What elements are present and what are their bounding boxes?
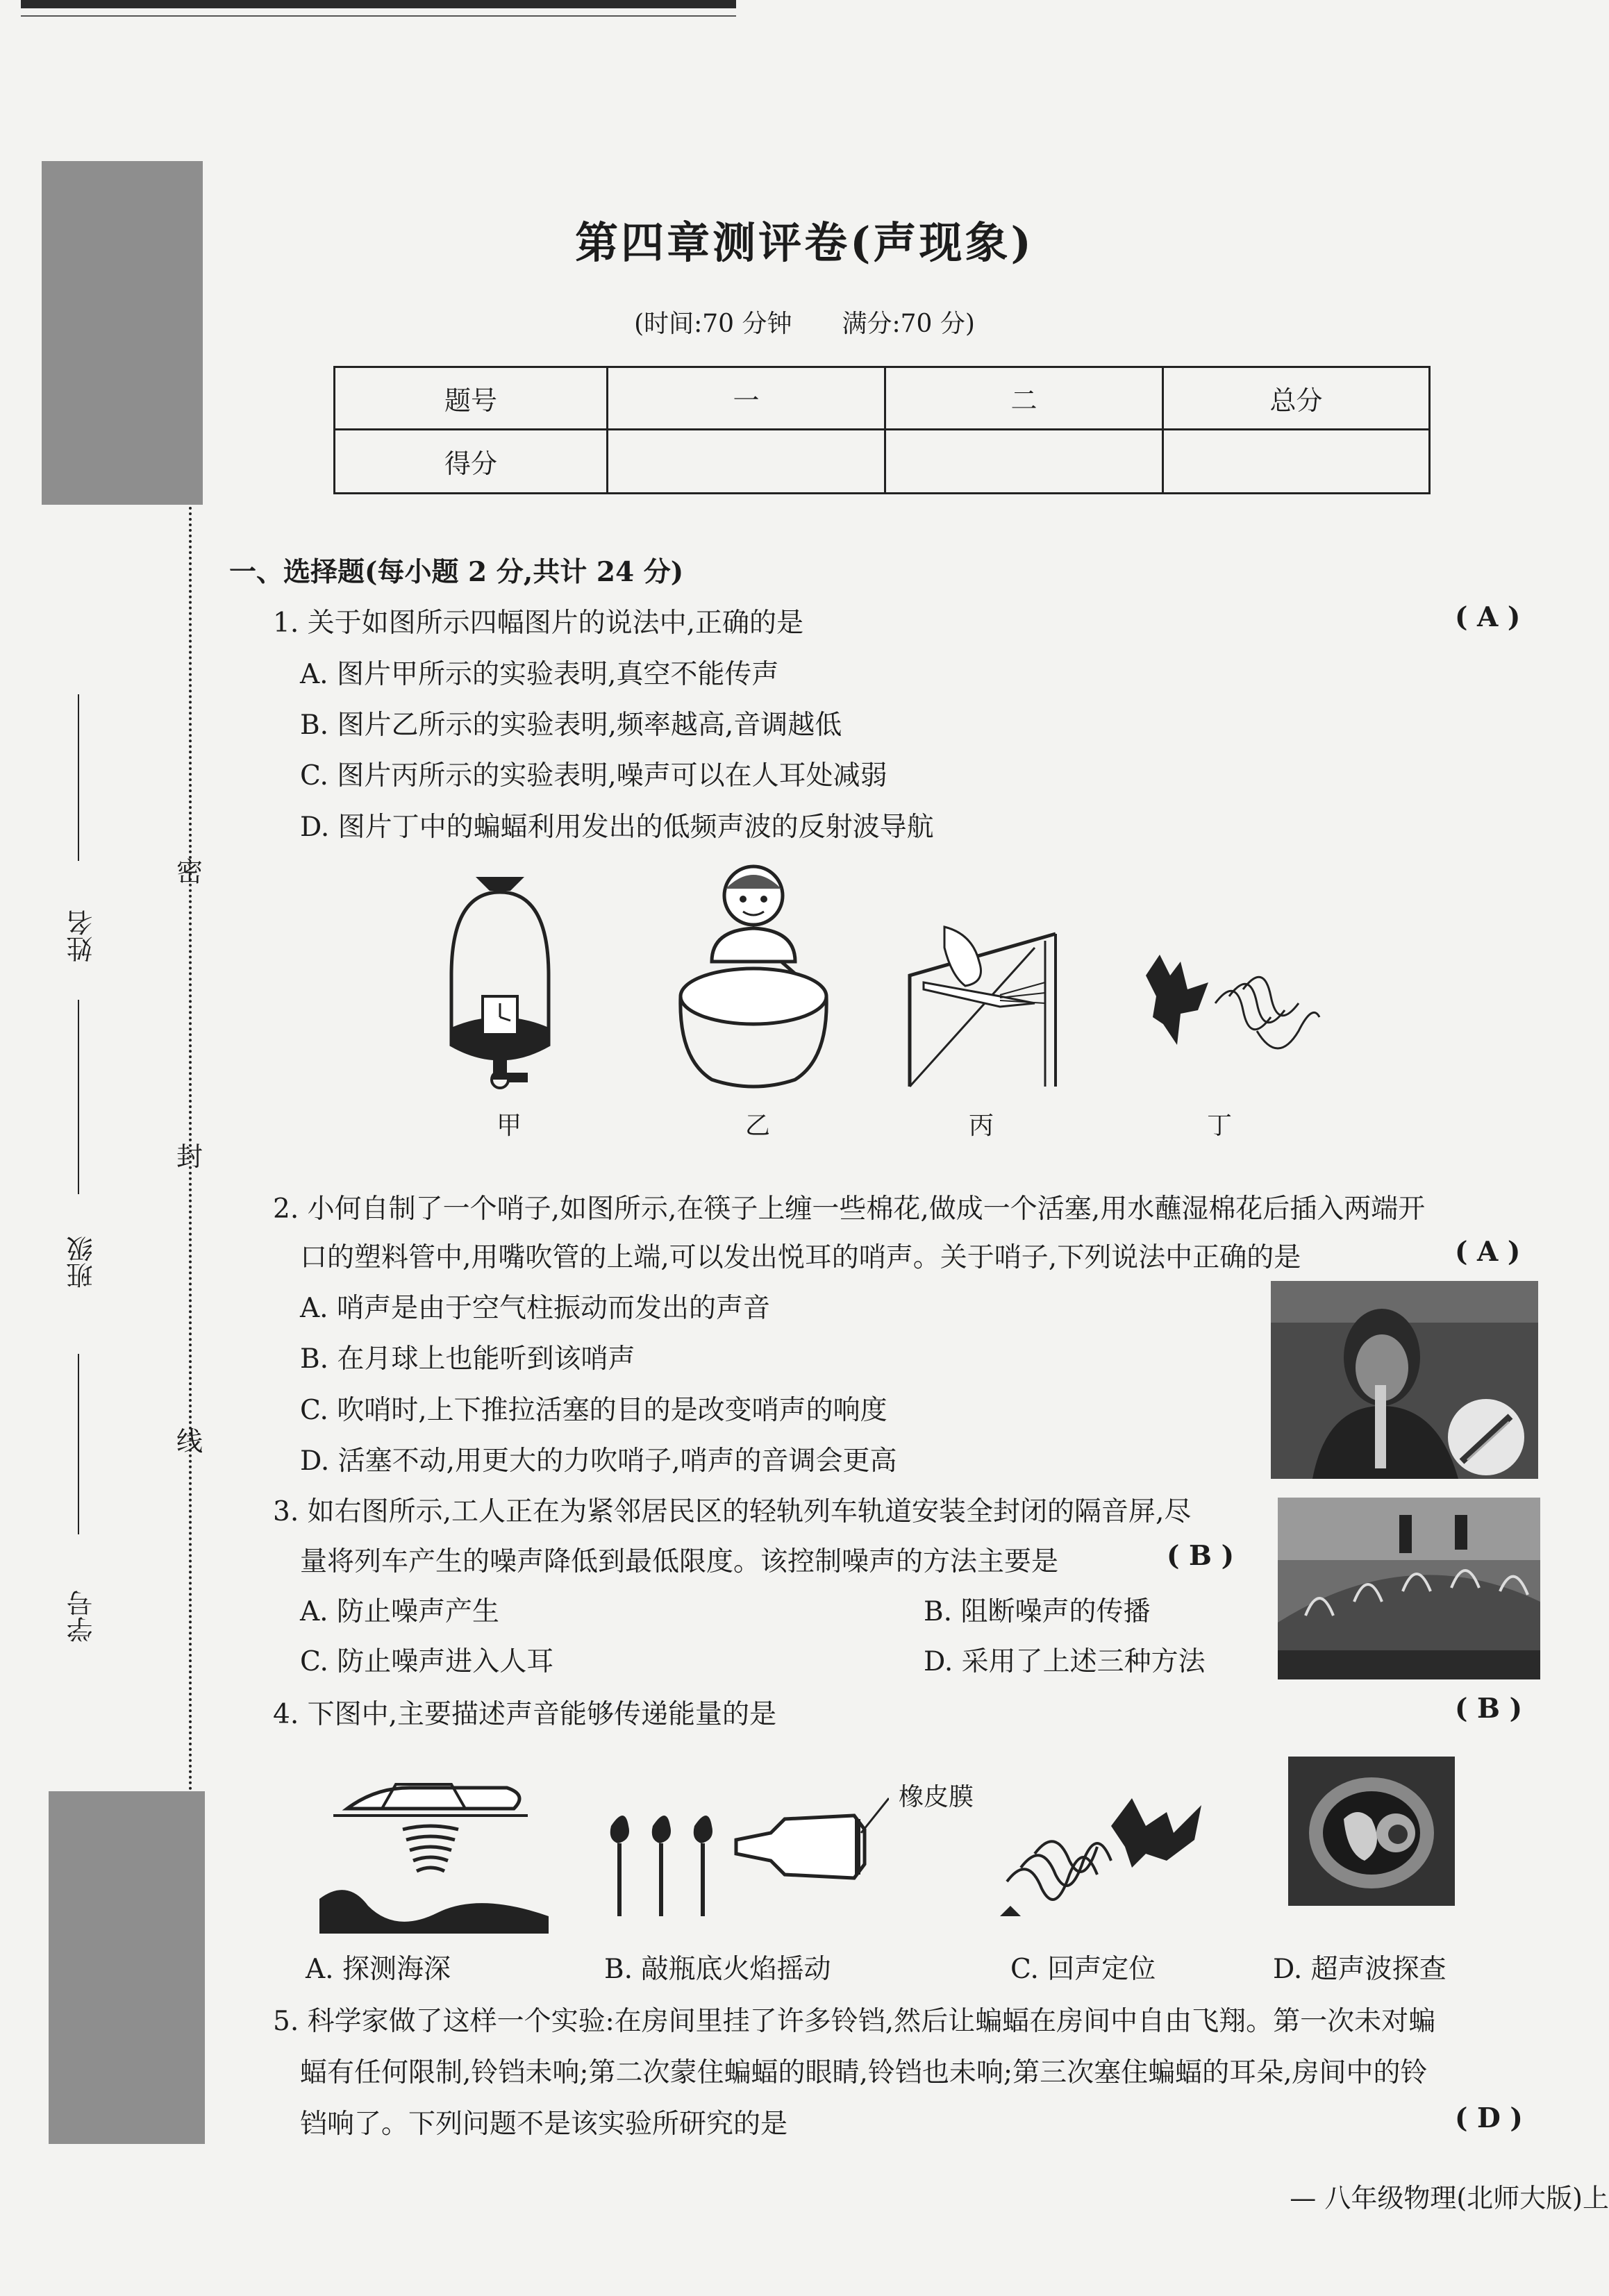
- seal-word-mi: 密: [176, 857, 203, 887]
- page-title: 第四章测评卷(声现象): [575, 217, 1034, 268]
- section-heading: 一、选择题(每小题 2 分,共计 24 分): [229, 556, 684, 588]
- seal-word-xian: 线: [176, 1426, 203, 1457]
- q2-stem-line2: 口的塑料管中,用嘴吹管的上端,可以发出悦耳的哨声。关于哨子,下列说法中正确的是: [300, 1242, 1301, 1273]
- score-input-cell[interactable]: [608, 430, 885, 494]
- page-footer: — 八年级物理(北师大版)上: [1290, 2183, 1609, 2213]
- bottle-flame-figure: [597, 1777, 889, 1937]
- noise-barrier-photo: [1278, 1498, 1540, 1679]
- q5-line2: 蝠有任何限制,铃铛未响;第二次蒙住蝙蝠的眼睛,铃铛也未响;第三次塞住蝙蝠的耳朵,房间中的铃: [300, 2057, 1428, 2088]
- q2-answer: ( A ): [1455, 1236, 1521, 1268]
- q2-stem-line1: 2. 小何自制了一个哨子,如图所示,在筷子上缠一些棉花,做成一个活塞,用水蘸湿棉花后插入两端开: [273, 1193, 1426, 1225]
- q3-stem-line2: 量将列车产生的噪声降低到最低限度。该控制噪声的方法主要是: [300, 1546, 1059, 1577]
- q3-stem-line1: 3. 如右图所示,工人正在为紧邻居民区的轻轨列车轨道安装全封闭的隔音屏,尽: [273, 1496, 1192, 1527]
- q4-caption-a: A. 探测海深: [306, 1954, 451, 1985]
- q3-answer: ( B ): [1167, 1540, 1235, 1572]
- q3-option-a: A. 防止噪声产生: [300, 1596, 499, 1627]
- figure-label-ding: 丁: [1207, 1112, 1233, 1140]
- score-input-cell[interactable]: [885, 430, 1163, 494]
- class-fill-line: [78, 1000, 79, 1194]
- figure-label-bing: 丙: [969, 1112, 994, 1140]
- q4-caption-c: C. 回声定位: [1010, 1954, 1156, 1985]
- exam-info: (时间:70 分钟 满分:70 分): [634, 310, 975, 338]
- bat-echo-figure: [993, 1784, 1215, 1923]
- q4-caption-d: D. 超声波探查: [1273, 1954, 1447, 1985]
- q2-option-c: C. 吹哨时,上下推拉活塞的目的是改变哨声的响度: [300, 1395, 887, 1426]
- class-label: 班级: [67, 1236, 97, 1289]
- q1-option-c: C. 图片丙所示的实验表明,噪声可以在人耳处减弱: [300, 760, 887, 791]
- score-header-cell: 一: [608, 367, 885, 430]
- margin-gray-block-bottom: [49, 1791, 205, 2144]
- drummer-figure: [670, 864, 844, 1100]
- ultrasound-photo: [1288, 1757, 1455, 1906]
- q4-stem: 4. 下图中,主要描述声音能够传递能量的是: [273, 1699, 777, 1730]
- name-label: 姓名: [67, 910, 97, 962]
- score-header-cell: 题号: [335, 367, 608, 430]
- score-table: [333, 366, 1431, 494]
- seal-word-feng: 封: [176, 1141, 203, 1172]
- q3-option-c: C. 防止噪声进入人耳: [300, 1646, 554, 1677]
- q2-option-b: B. 在月球上也能听到该哨声: [300, 1343, 635, 1375]
- score-header-cell: 二: [885, 367, 1163, 430]
- name-fill-line: [78, 694, 79, 861]
- q1-option-a: A. 图片甲所示的实验表明,真空不能传声: [300, 659, 779, 690]
- top-rule: [21, 0, 736, 8]
- q2-option-d: D. 活塞不动,用更大的力吹哨子,哨声的音调会更高: [300, 1446, 897, 1477]
- student-id-label: 学号: [67, 1590, 97, 1643]
- q3-option-b: B. 阻断噪声的传播: [924, 1596, 1151, 1627]
- figure-label-jia: 甲: [497, 1112, 522, 1140]
- score-input-cell[interactable]: [1163, 430, 1430, 494]
- bat-echolocation-figure: [1139, 948, 1326, 1080]
- q4-caption-b: B. 敲瓶底火焰摇动: [604, 1954, 831, 1985]
- score-header-cell: 总分: [1163, 367, 1430, 430]
- q1-answer: ( A ): [1455, 601, 1521, 633]
- bell-jar-figure: [431, 871, 569, 1100]
- q5-answer: ( D ): [1455, 2102, 1523, 2134]
- q1-option-b: B. 图片乙所示的实验表明,频率越高,音调越低: [300, 710, 842, 741]
- figure-label-yi: 乙: [745, 1112, 771, 1140]
- membrane-label: 橡皮膜: [899, 1783, 974, 1811]
- score-row-label: 得分: [335, 430, 608, 494]
- id-fill-line: [78, 1354, 79, 1534]
- q1-stem: 1. 关于如图所示四幅图片的说法中,正确的是: [273, 607, 804, 639]
- q4-answer: ( B ): [1455, 1693, 1523, 1725]
- q5-line1: 5. 科学家做了这样一个实验:在房间里挂了许多铃铛,然后让蝙蝠在房间中自由飞翔。第一次未对蝙: [273, 2006, 1436, 2037]
- ruler-on-table-figure: [896, 920, 1069, 1093]
- q5-line3: 铛响了。下列问题不是该实验所研究的是: [300, 2109, 788, 2140]
- q3-option-d: D. 采用了上述三种方法: [924, 1646, 1206, 1677]
- top-rule-thin: [21, 15, 736, 17]
- q1-option-d: D. 图片丁中的蝙蝠利用发出的低频声波的反射波导航: [300, 812, 934, 843]
- whistle-photo: [1271, 1281, 1538, 1479]
- ship-sonar-figure: [319, 1767, 549, 1934]
- q2-option-a: A. 哨声是由于空气柱振动而发出的声音: [300, 1293, 770, 1324]
